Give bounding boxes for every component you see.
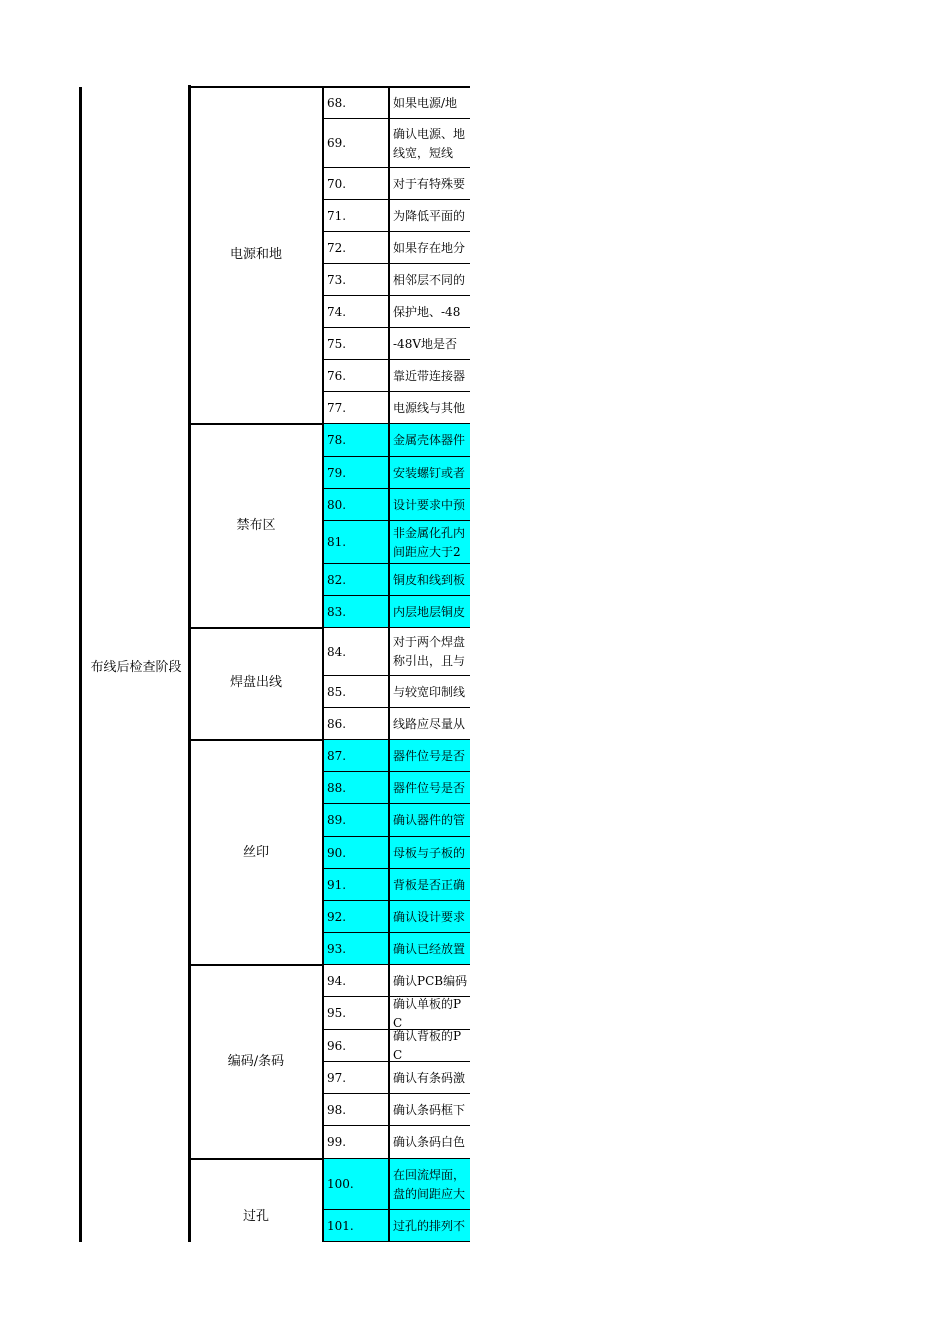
item-number-cell: 90. (323, 837, 389, 869)
item-text-cell (389, 489, 470, 521)
item-number-cell: 97. (323, 1062, 389, 1094)
item-text-cell (389, 869, 470, 901)
group-separator (188, 964, 324, 966)
item-number-cell: 74. (323, 296, 389, 328)
item-text-cell (389, 521, 470, 564)
item-text: 与较宽印制线 (393, 684, 466, 699)
item-number-cell: 77. (323, 392, 389, 424)
item-number-cell: 87. (323, 740, 389, 772)
item-text: 如果存在地分 (393, 240, 466, 255)
item-number-cell: 88. (323, 772, 389, 804)
item-text-cell (389, 901, 470, 933)
item-text-cell (389, 837, 470, 869)
item-number-cell: 75. (323, 328, 389, 360)
stage-label: 布线后检查阶段 (90, 660, 182, 675)
item-text-cell (389, 772, 470, 804)
column-border (188, 85, 191, 1242)
item-text-cell (389, 564, 470, 596)
item-text-cell (389, 264, 470, 296)
item-text-cell (389, 328, 470, 360)
group-separator (188, 423, 324, 425)
item-text-cell (389, 1062, 470, 1094)
item-text-cell (389, 1030, 470, 1062)
item-text: 确认器件的管 (393, 813, 466, 827)
group-separator (188, 627, 324, 629)
item-text: 器件位号是否 (393, 780, 466, 795)
item-text: 设计要求中预 (393, 497, 466, 512)
column-border (79, 87, 82, 1242)
item-text: 确认单板的PC (393, 997, 462, 1030)
item-text: 铜皮和线到板 (393, 572, 466, 587)
item-text: 器件位号是否 (393, 748, 466, 763)
item-text-cell (389, 708, 470, 740)
group-separator (188, 739, 324, 741)
item-text-cell (389, 1094, 470, 1126)
item-text: 对于两个焊盘 称引出，且与 (393, 635, 466, 668)
item-text: 确认背板的PC (393, 1030, 462, 1062)
item-text: 电源线与其他 (393, 400, 466, 415)
item-number-cell: 79. (323, 457, 389, 489)
item-number-cell: 92. (323, 901, 389, 933)
item-text: 线路应尽量从 (393, 716, 466, 731)
item-text: 在回流焊面， 盘的间距应大 (393, 1167, 466, 1201)
item-number-cell: 96. (323, 1030, 389, 1062)
item-text: 过孔的排列不 (393, 1218, 466, 1233)
item-number-cell: 68. (323, 87, 389, 119)
item-text-cell (389, 804, 470, 837)
item-text: 母板与子板的 (393, 845, 466, 860)
item-text-cell (389, 628, 470, 676)
item-number-cell: 100. (323, 1159, 389, 1210)
item-text-cell (389, 676, 470, 708)
group-label: 丝印 (242, 845, 269, 860)
item-text-cell (389, 965, 470, 997)
item-text-cell (389, 168, 470, 200)
item-text: 确认设计要求 (393, 909, 466, 924)
item-text: 内层地层铜皮 (393, 604, 466, 619)
item-number-cell: 91. (323, 869, 389, 901)
item-number-cell: 73. (323, 264, 389, 296)
item-text-cell (389, 360, 470, 392)
item-text-cell (389, 392, 470, 424)
item-number-cell: 82. (323, 564, 389, 596)
item-number-cell: 86. (323, 708, 389, 740)
item-number-cell: 69. (323, 119, 389, 168)
item-number-cell: 101. (323, 1210, 389, 1242)
item-text: 保护地、-48 (393, 304, 461, 319)
item-text: 确认PCB编码 (393, 973, 468, 988)
item-text-cell (389, 1210, 470, 1242)
item-number-cell: 78. (323, 424, 389, 457)
item-text: 非金属化孔内 间距应大于2 (393, 525, 466, 559)
table-top-border (188, 86, 470, 88)
item-number-cell: 80. (323, 489, 389, 521)
item-number-cell: 94. (323, 965, 389, 997)
item-text: 背板是否正确 (393, 877, 466, 892)
item-number-cell: 76. (323, 360, 389, 392)
group-separator (188, 1158, 324, 1160)
item-text: 如果电源/地 (393, 95, 458, 110)
item-number-cell: 83. (323, 596, 389, 628)
item-number-cell: 85. (323, 676, 389, 708)
item-number-cell: 98. (323, 1094, 389, 1126)
group-label: 禁布区 (236, 518, 276, 533)
group-label: 电源和地 (229, 247, 282, 262)
item-text-cell (389, 232, 470, 264)
group-label: 过孔 (242, 1209, 269, 1224)
item-number-cell: 70. (323, 168, 389, 200)
item-text: 金属壳体器件 (393, 433, 466, 447)
column-border (322, 87, 324, 1242)
item-number-cell: 93. (323, 933, 389, 965)
group-label: 焊盘出线 (229, 675, 282, 690)
group-label: 编码/条码 (227, 1054, 285, 1069)
item-text-cell (389, 740, 470, 772)
item-text: -48V地是否 (393, 336, 457, 351)
item-text-cell (389, 87, 470, 119)
item-text: 相邻层不同的 (393, 272, 466, 287)
item-number-cell: 99. (323, 1126, 389, 1159)
item-text-cell (389, 200, 470, 232)
item-text-cell (389, 424, 470, 457)
item-text: 确认条码白色 (393, 1135, 466, 1149)
item-text: 确认已经放置 (393, 941, 466, 956)
item-text-cell (389, 296, 470, 328)
item-text-cell (389, 1159, 470, 1210)
item-text: 对于有特殊要 (393, 176, 466, 191)
item-text: 靠近带连接器 (393, 368, 466, 383)
item-text: 确认条码框下 (393, 1102, 466, 1117)
item-text: 确认有条码激 (393, 1070, 466, 1085)
item-text-cell (389, 596, 470, 628)
item-number-cell: 81. (323, 521, 389, 564)
item-number-cell: 95. (323, 997, 389, 1030)
item-text-cell (389, 997, 470, 1030)
item-text: 为降低平面的 (393, 208, 466, 223)
item-text-cell (389, 119, 470, 168)
item-text: 安装螺钉或者 (393, 465, 466, 480)
item-number-cell: 71. (323, 200, 389, 232)
item-text-cell (389, 933, 470, 965)
item-number-cell: 84. (323, 628, 389, 676)
item-text-cell (389, 1126, 470, 1159)
item-text: 确认电源、地 线宽，短线 (393, 126, 466, 160)
item-text-cell (389, 457, 470, 489)
item-number-cell: 89. (323, 804, 389, 837)
column-border (388, 87, 390, 1242)
item-number-cell: 72. (323, 232, 389, 264)
